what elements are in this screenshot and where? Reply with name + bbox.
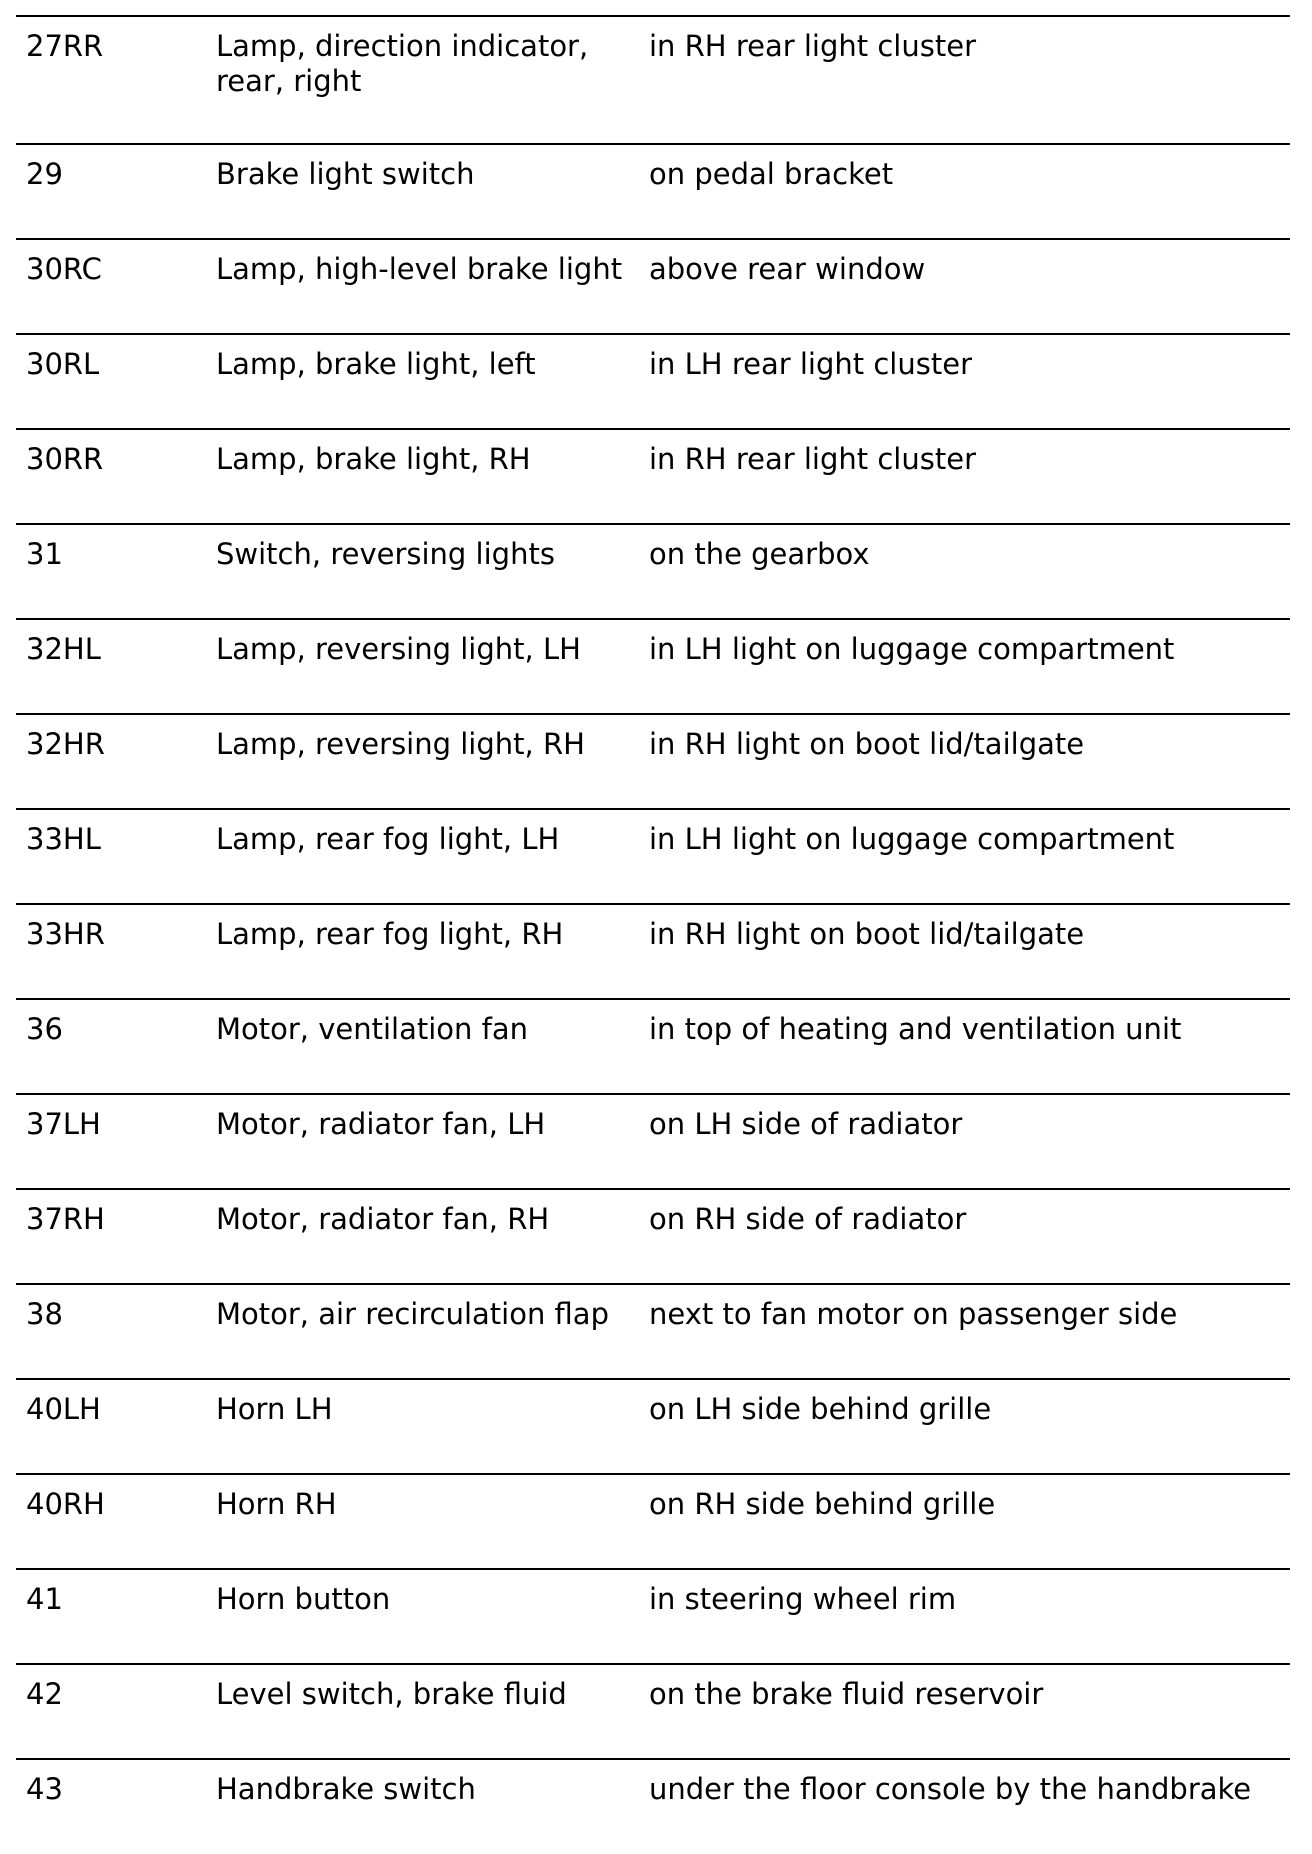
component-location: in top of heating and ventilation unit	[649, 1012, 1182, 1046]
table-row	[16, 239, 1290, 334]
component-location: in LH light on luggage compartment	[649, 632, 1175, 666]
table-row	[16, 714, 1290, 809]
component-location: in LH light on luggage compartment	[649, 822, 1175, 856]
component-description: Lamp, direction indicator, rear, right	[216, 29, 589, 98]
component-description: Handbrake switch	[216, 1772, 476, 1806]
component-description: Lamp, high-level brake light	[216, 252, 623, 286]
component-table	[16, 15, 1290, 1854]
table-row	[16, 1664, 1290, 1759]
component-code: 37LH	[26, 1107, 101, 1141]
component-description: Lamp, brake light, RH	[216, 442, 531, 476]
component-location: in RH light on boot lid/tailgate	[649, 917, 1085, 951]
table-row	[16, 619, 1290, 714]
table-row	[16, 1189, 1290, 1284]
component-description: Lamp, reversing light, RH	[216, 727, 585, 761]
table-row	[16, 144, 1290, 239]
table-row	[16, 1474, 1290, 1569]
component-location: on RH side behind grille	[649, 1487, 996, 1521]
component-location: in RH light on boot lid/tailgate	[649, 727, 1085, 761]
component-description: Horn button	[216, 1582, 391, 1616]
component-code: 32HL	[26, 632, 101, 666]
table-row	[16, 1759, 1290, 1854]
component-code: 30RL	[26, 347, 100, 381]
component-description: Level switch, brake fluid	[216, 1677, 567, 1711]
component-code: 31	[26, 537, 63, 571]
component-location: under the floor console by the handbrake	[649, 1772, 1252, 1806]
component-code: 43	[26, 1772, 63, 1806]
table-row	[16, 809, 1290, 904]
component-location: in RH rear light cluster	[649, 442, 976, 476]
component-location: in LH rear light cluster	[649, 347, 972, 381]
table-row	[16, 999, 1290, 1094]
component-location: above rear window	[649, 252, 926, 286]
component-location: on the gearbox	[649, 537, 870, 571]
component-description: Motor, radiator fan, LH	[216, 1107, 546, 1141]
component-description: Lamp, brake light, left	[216, 347, 536, 381]
component-location: on LH side of radiator	[649, 1107, 963, 1141]
table-row	[16, 1569, 1290, 1664]
component-code: 27RR	[26, 29, 104, 63]
component-description: Horn LH	[216, 1392, 333, 1426]
component-description: Motor, ventilation fan	[216, 1012, 529, 1046]
component-location: on pedal bracket	[649, 157, 894, 191]
component-code: 30RR	[26, 442, 104, 476]
component-code: 41	[26, 1582, 63, 1616]
component-code: 38	[26, 1297, 63, 1331]
component-code: 32HR	[26, 727, 105, 761]
component-description: Lamp, reversing light, LH	[216, 632, 581, 666]
table-row	[16, 334, 1290, 429]
component-description: Motor, radiator fan, RH	[216, 1202, 550, 1236]
table-body	[16, 16, 1290, 1854]
component-code: 33HL	[26, 822, 101, 856]
component-location: on the brake fluid reservoir	[649, 1677, 1044, 1711]
component-location: on RH side of radiator	[649, 1202, 967, 1236]
component-code: 29	[26, 157, 63, 191]
component-code: 40LH	[26, 1392, 101, 1426]
table-row	[16, 1094, 1290, 1189]
table-row	[16, 429, 1290, 524]
component-description: Motor, air recirculation flap	[216, 1297, 609, 1331]
component-code: 30RC	[26, 252, 102, 286]
table-row	[16, 524, 1290, 619]
component-location: next to fan motor on passenger side	[649, 1297, 1178, 1331]
table-row	[16, 1379, 1290, 1474]
component-code: 36	[26, 1012, 63, 1046]
component-description: Switch, reversing lights	[216, 537, 555, 571]
component-description: Lamp, rear fog light, RH	[216, 917, 564, 951]
component-location: in steering wheel rim	[649, 1582, 957, 1616]
table-row	[16, 904, 1290, 999]
component-description: Horn RH	[216, 1487, 337, 1521]
component-code: 33HR	[26, 917, 105, 951]
table-row	[16, 1284, 1290, 1379]
component-location: in RH rear light cluster	[649, 29, 976, 63]
table-row	[16, 16, 1290, 144]
component-description: Brake light switch	[216, 157, 475, 191]
component-location: on LH side behind grille	[649, 1392, 992, 1426]
component-code: 40RH	[26, 1487, 105, 1521]
component-code: 42	[26, 1677, 63, 1711]
component-description: Lamp, rear fog light, LH	[216, 822, 560, 856]
component-code: 37RH	[26, 1202, 105, 1236]
